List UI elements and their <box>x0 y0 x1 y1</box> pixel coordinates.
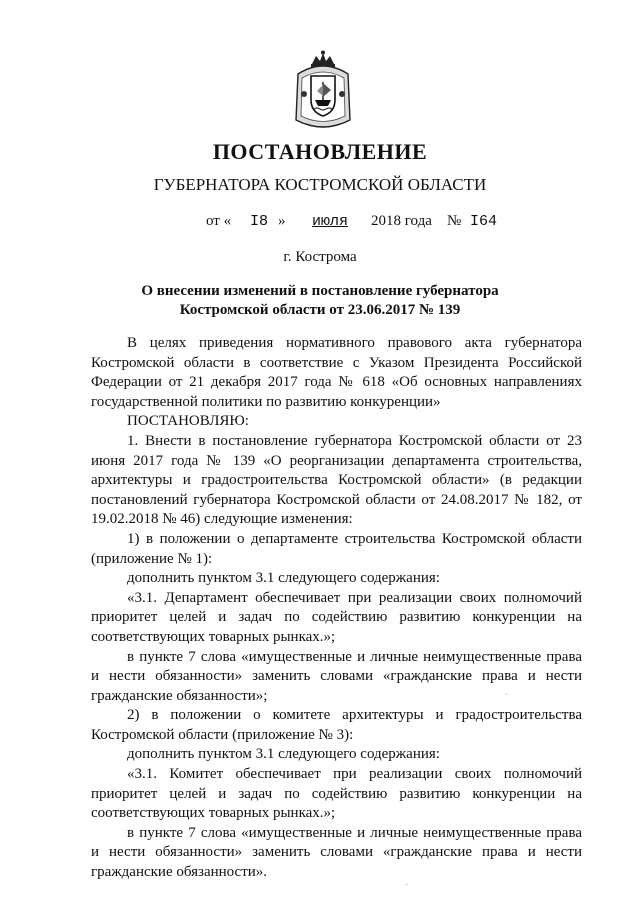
subitem-1-paragraph: 1) в положении о департаменте строительства Костромской области (приложение № 1): <box>91 530 582 567</box>
supplement-paragraph: дополнить пунктом 3.1 следующего содержания: <box>127 570 440 587</box>
resolve-word: ПОСТАНОВЛЯЮ: <box>127 413 249 430</box>
date-month: июля <box>312 213 349 230</box>
date-day: I8 <box>250 213 269 230</box>
item-1-paragraph: 1. Внести в постановление губернатора Костромской области от 23 июня 2017 года № 139 «О реорганизации департамента строительства, архитектуры и градостроительства Костромской области» (в редакции постановлений губернатора Костромской области от 24.08.2017 № 182, от 19.02.2018 № 46) следующие изменения: <box>91 432 582 528</box>
scan-speck: · <box>505 690 509 701</box>
document-number: I64 <box>470 213 498 230</box>
date-close-quote: » <box>278 213 286 229</box>
coat-of-arms-emblem <box>292 50 354 134</box>
date-line <box>0 213 640 235</box>
supplement-paragraph-2: дополнить пунктом 3.1 следующего содержания: <box>127 746 440 763</box>
clause-7-committee: в пункте 7 слова «имущественные и личные неимущественные права и нести обязанности» заменить словами «гражданские права и нести гражданские обязанности». <box>91 824 582 881</box>
document-body <box>91 334 582 883</box>
city-line: г. Кострома <box>283 249 357 265</box>
clause-7-department: в пункте 7 слова «имущественные и личные неимущественные права и нести обязанности» заменить словами «гражданские права и нести гражданские обязанности»; <box>91 648 582 704</box>
date-prefix: от « <box>206 213 232 229</box>
document-heading-line-1: О внесении изменений в постановление губернатора <box>141 283 499 299</box>
clause-3-1-committee: «3.1. Комитет обеспечивает при реализации своих полномочий приоритет целей и задач по содействию развитию конкуренции на соответствующих товарных рынках.»; <box>91 766 582 822</box>
clause-3-1-department: «3.1. Департамент обеспечивает при реализации своих полномочий приоритет целей и задач по содействию развитию конкуренции на соответствующих товарных рынках.»; <box>91 589 582 645</box>
preamble-paragraph: В целях приведения нормативного правового акта губернатора Костромской области в соответствие с Указом Президента Российской Федерации от 21 декабря 2017 года № 618 «Об основных направлениях государственной политики по развитию конкуренции» <box>91 335 582 410</box>
document-heading-line-2: Костромской области от 23.06.2017 № 139 <box>179 302 461 318</box>
subitem-2-paragraph: 2) в положении о комитете архитектуры и градостроительства Костромской области (приложение № 3): <box>91 707 582 743</box>
document-title: ПОСТАНОВЛЕНИЕ <box>212 139 428 164</box>
date-year: 2018 года <box>371 213 432 229</box>
scan-speck-2: · <box>405 880 409 891</box>
number-sign: № <box>447 213 462 229</box>
issuing-authority: ГУБЕРНАТОРА КОСТРОМСКОЙ ОБЛАСТИ <box>153 175 487 194</box>
